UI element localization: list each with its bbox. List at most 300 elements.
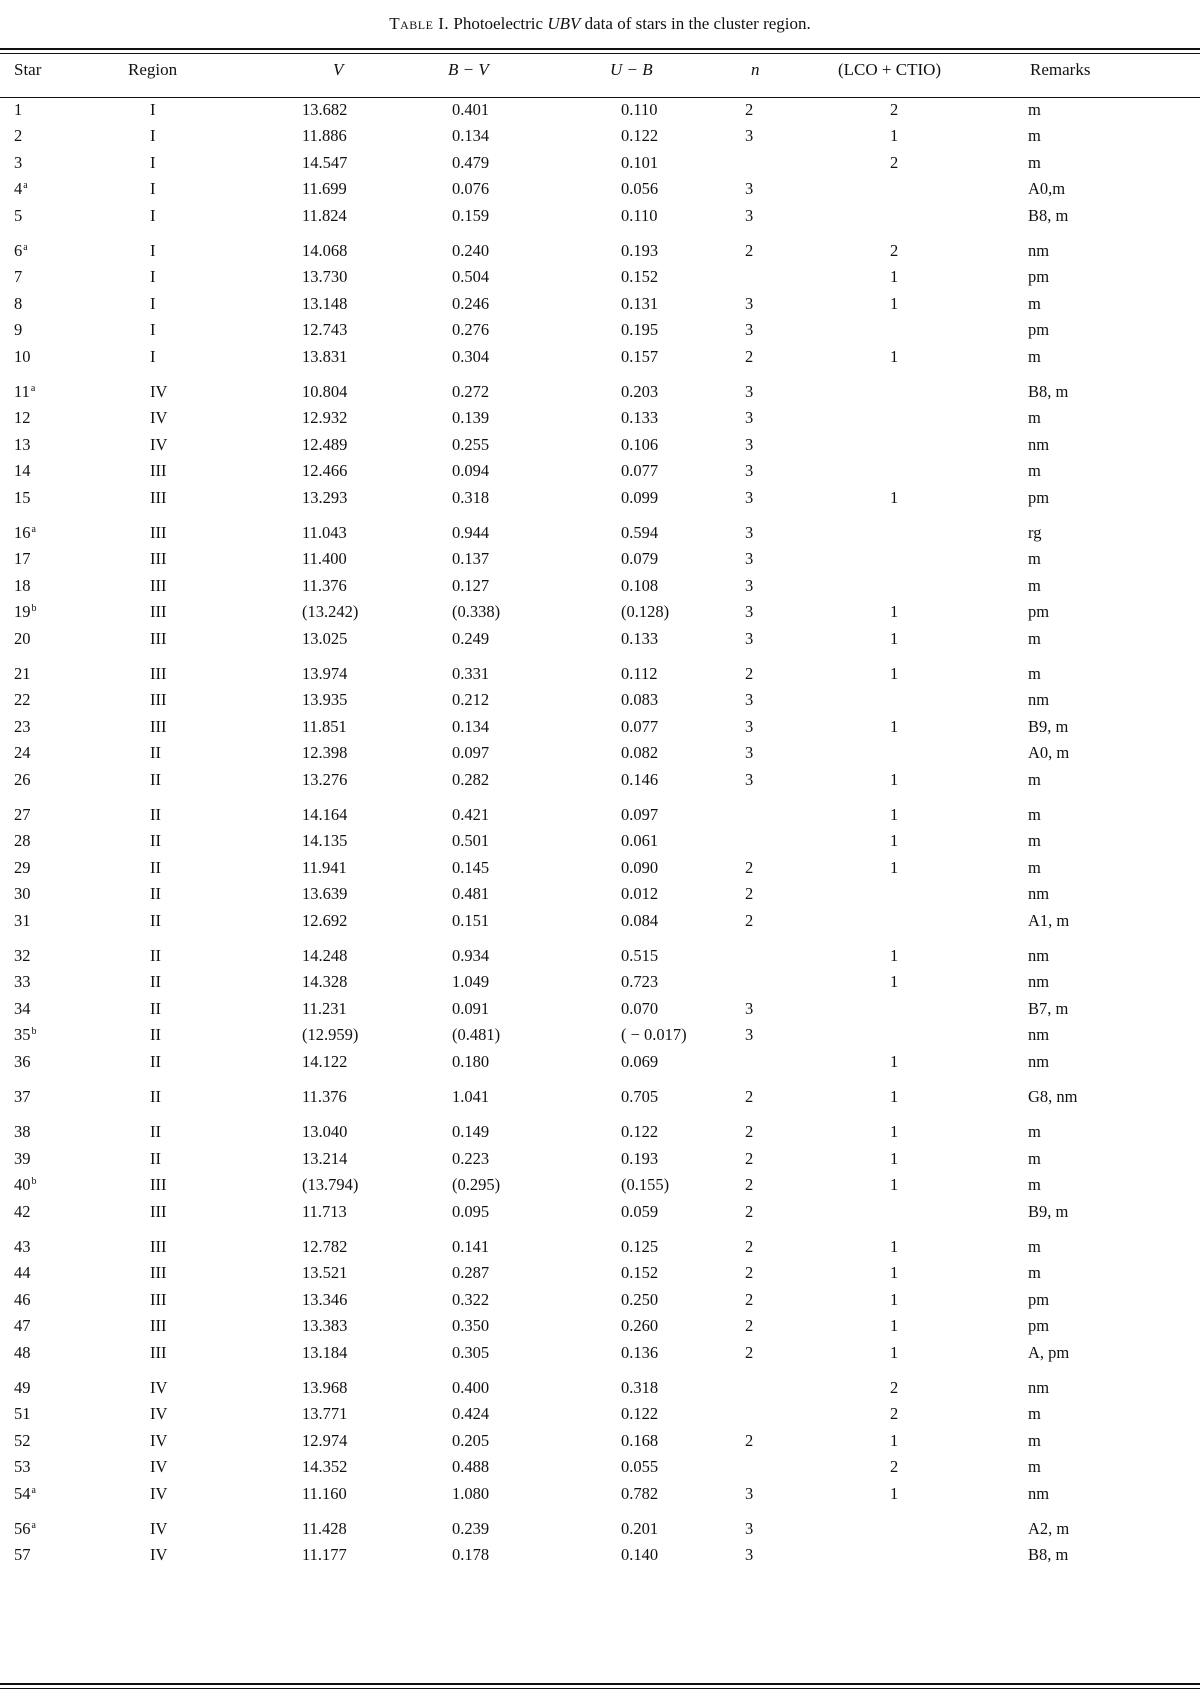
n-cell: 2 — [745, 1087, 754, 1106]
n-cell: 3 — [745, 434, 754, 454]
v-cell: 11.428 — [302, 1519, 347, 1538]
remarks-cell: B9, m — [1028, 716, 1069, 736]
table-caption — [0, 14, 1200, 34]
ub-cell: 0.122 — [621, 1122, 659, 1142]
table-row — [0, 100, 1200, 126]
remarks-cell: m — [1028, 857, 1041, 877]
remarks-cell: B8, m — [1028, 382, 1069, 401]
ub-cell: 0.077 — [621, 461, 659, 481]
remarks-cell: m — [1028, 408, 1041, 428]
star-cell: 57 — [14, 1545, 31, 1565]
v-cell: 12.398 — [302, 743, 348, 763]
remarks-cell: A, pm — [1028, 1342, 1070, 1362]
n-cell: 2 — [745, 1237, 754, 1256]
v-cell: 13.974 — [302, 664, 348, 683]
ub-cell: 0.136 — [621, 1342, 659, 1362]
bv-cell: 0.095 — [452, 1201, 490, 1221]
lco-ctio-cell: 2 — [890, 152, 899, 172]
bv-cell: 1.080 — [452, 1483, 490, 1503]
footnote-mark: a — [23, 242, 28, 253]
ub-cell: 0.084 — [621, 910, 659, 930]
ub-cell: 0.133 — [621, 628, 659, 648]
remarks-cell: pm — [1028, 267, 1050, 287]
n-cell: 2 — [745, 1148, 754, 1168]
bv-cell: 0.400 — [452, 1378, 490, 1397]
table-row — [0, 294, 1200, 320]
remarks-cell: A0, m — [1028, 743, 1070, 763]
region-cell: I — [150, 346, 156, 366]
table-label: Table I. — [389, 14, 450, 33]
table-row — [0, 206, 1200, 232]
table-row — [0, 717, 1200, 743]
bv-cell: 0.318 — [452, 487, 490, 507]
lco-ctio-cell: 1 — [890, 857, 899, 877]
region-cell: IV — [150, 382, 168, 401]
footnote-mark: b — [31, 603, 37, 615]
bv-cell: 0.180 — [452, 1051, 490, 1071]
footnote-mark: a — [31, 524, 36, 535]
table-row — [0, 549, 1200, 575]
star-cell: 34 — [14, 998, 31, 1018]
lco-ctio-cell: 1 — [890, 1175, 899, 1195]
v-cell: 12.489 — [302, 434, 348, 454]
ub-cell: 0.012 — [621, 884, 659, 904]
n-cell: 3 — [745, 126, 754, 146]
bv-cell: 0.276 — [452, 320, 490, 340]
v-cell: 14.164 — [302, 805, 348, 824]
bv-cell: 0.127 — [452, 575, 490, 595]
v-cell: 13.771 — [302, 1404, 348, 1424]
ub-cell: 0.069 — [621, 1051, 659, 1071]
star-cell: 23 — [14, 716, 31, 736]
ub-cell: 0.133 — [621, 408, 659, 428]
star-cell: 51 — [14, 1404, 31, 1424]
bv-cell: 0.178 — [452, 1545, 490, 1565]
table-row — [0, 1087, 1200, 1113]
v-cell: 10.804 — [302, 382, 348, 401]
star-cell: 6$^a$ — [14, 241, 28, 260]
n-cell: 3 — [745, 205, 754, 225]
v-cell: 11.400 — [302, 549, 347, 569]
table-row — [0, 1343, 1200, 1369]
v-cell: 13.682 — [302, 100, 348, 119]
table-row — [0, 743, 1200, 769]
remarks-cell: nm — [1028, 1051, 1050, 1071]
bv-cell: 0.287 — [452, 1263, 490, 1283]
remarks-cell: m — [1028, 575, 1041, 595]
star-cell: 43 — [14, 1237, 31, 1256]
remarks-cell: m — [1028, 1122, 1041, 1142]
region-cell: I — [150, 152, 156, 172]
star-cell: 10 — [14, 346, 31, 366]
bottom-rule-thin — [0, 1688, 1200, 1689]
n-cell: 2 — [745, 1430, 754, 1450]
v-cell: 13.293 — [302, 487, 348, 507]
remarks-cell: nm — [1028, 946, 1050, 965]
remarks-cell: nm — [1028, 241, 1050, 260]
v-cell: 11.043 — [302, 523, 347, 542]
table-row — [0, 946, 1200, 972]
lco-ctio-cell: 1 — [890, 1430, 899, 1450]
v-cell: 13.831 — [302, 346, 348, 366]
v-cell: 12.466 — [302, 461, 348, 481]
remarks-cell: pm — [1028, 602, 1050, 622]
ub-cell: 0.193 — [621, 241, 659, 260]
n-cell: 2 — [745, 346, 754, 366]
ub-cell: 0.195 — [621, 320, 659, 340]
star-cell: 39 — [14, 1148, 31, 1168]
v-cell: 11.824 — [302, 205, 347, 225]
remarks-cell: m — [1028, 461, 1041, 481]
table-row — [0, 602, 1200, 628]
star-cell: 32 — [14, 946, 31, 965]
bv-cell: 0.151 — [452, 910, 490, 930]
lco-ctio-cell: 1 — [890, 1289, 899, 1309]
ub-cell: 0.168 — [621, 1430, 659, 1450]
star-cell: 31 — [14, 910, 31, 930]
star-cell: 46 — [14, 1289, 31, 1309]
table-row — [0, 1052, 1200, 1078]
lco-ctio-cell: 1 — [890, 1342, 899, 1362]
remarks-cell: m — [1028, 346, 1041, 366]
n-cell: 3 — [745, 549, 754, 569]
v-cell: 14.248 — [302, 946, 348, 965]
star-cell: 2 — [14, 126, 23, 146]
table-row — [0, 911, 1200, 937]
remarks-cell: nm — [1028, 434, 1050, 454]
v-cell: 11.231 — [302, 998, 347, 1018]
n-cell: 3 — [745, 320, 754, 340]
table-row — [0, 664, 1200, 690]
n-cell: 3 — [745, 487, 754, 507]
v-cell: 13.968 — [302, 1378, 348, 1397]
table-row — [0, 1378, 1200, 1404]
v-cell: 12.974 — [302, 1430, 348, 1450]
n-cell: 2 — [745, 1122, 754, 1142]
caption-ubv: UBV — [547, 14, 581, 33]
star-cell: 56$^a$ — [14, 1519, 36, 1538]
ub-cell: 0.203 — [621, 382, 659, 401]
ub-cell: 0.146 — [621, 769, 659, 789]
v-cell: 13.184 — [302, 1342, 348, 1362]
region-cell: II — [150, 1025, 161, 1045]
star-cell: 1 — [14, 100, 23, 119]
remarks-cell: pm — [1028, 320, 1050, 340]
v-cell: 13.025 — [302, 628, 348, 648]
n-cell: 2 — [745, 1289, 754, 1309]
footnote-mark: b — [31, 1026, 37, 1038]
bv-cell: 0.097 — [452, 743, 490, 763]
n-cell: 3 — [745, 769, 754, 789]
star-cell: 22 — [14, 690, 31, 710]
region-cell: III — [150, 549, 167, 569]
v-cell: 13.148 — [302, 293, 348, 313]
remarks-cell: A0,m — [1028, 179, 1066, 199]
ub-cell: 0.318 — [621, 1378, 659, 1397]
star-cell: 40$^b$ — [14, 1175, 37, 1195]
bv-cell: (0.338) — [452, 602, 501, 622]
star-cell: 16$^a$ — [14, 523, 36, 542]
v-cell: 14.122 — [302, 1051, 348, 1071]
table-row — [0, 690, 1200, 716]
ub-cell: 0.157 — [621, 346, 659, 366]
lco-ctio-cell: 1 — [890, 805, 899, 824]
region-cell: I — [150, 267, 156, 287]
table-row — [0, 999, 1200, 1025]
region-cell: III — [150, 1201, 167, 1221]
star-cell: 8 — [14, 293, 23, 313]
remarks-cell: B9, m — [1028, 1201, 1069, 1221]
table-row — [0, 1519, 1200, 1545]
table-row — [0, 805, 1200, 831]
remarks-cell: A2, m — [1028, 1519, 1070, 1538]
v-cell: 11.941 — [302, 857, 347, 877]
n-cell: 2 — [745, 1201, 754, 1221]
lco-ctio-cell: 2 — [890, 1378, 899, 1397]
n-cell: 3 — [745, 743, 754, 763]
caption-text-after: data of stars in the cluster region. — [584, 14, 811, 33]
ub-cell: 0.122 — [621, 1404, 659, 1424]
lco-ctio-cell: 1 — [890, 664, 899, 683]
table-row — [0, 972, 1200, 998]
remarks-cell: pm — [1028, 1316, 1050, 1336]
bottom-rule-thick — [0, 1683, 1200, 1685]
star-cell: 38 — [14, 1122, 31, 1142]
header-star: Star — [14, 60, 42, 79]
table-row — [0, 884, 1200, 910]
region-cell: III — [150, 690, 167, 710]
bv-cell: 0.488 — [452, 1457, 490, 1477]
ub-cell: 0.723 — [621, 972, 659, 992]
bv-cell: 0.223 — [452, 1148, 490, 1168]
ub-cell: 0.061 — [621, 831, 659, 851]
v-cell: 13.214 — [302, 1148, 348, 1168]
table-row — [0, 629, 1200, 655]
remarks-cell: m — [1028, 100, 1041, 119]
region-cell: I — [150, 241, 156, 260]
remarks-cell: nm — [1028, 690, 1050, 710]
star-cell: 29 — [14, 857, 31, 877]
n-cell: 3 — [745, 408, 754, 428]
bv-cell: 0.305 — [452, 1342, 490, 1362]
ub-cell: 0.140 — [621, 1545, 659, 1565]
region-cell: II — [150, 1122, 161, 1142]
n-cell: 3 — [745, 690, 754, 710]
bv-cell: 0.934 — [452, 946, 490, 965]
v-cell: 12.782 — [302, 1237, 348, 1256]
ub-cell: 0.082 — [621, 743, 659, 763]
lco-ctio-cell: 1 — [890, 293, 899, 313]
header-v: V — [333, 60, 344, 79]
region-cell: II — [150, 805, 161, 824]
bv-cell: 1.049 — [452, 972, 490, 992]
v-cell: 13.730 — [302, 267, 348, 287]
ub-cell: (0.128) — [621, 602, 670, 622]
star-cell: 47 — [14, 1316, 31, 1336]
table-row — [0, 153, 1200, 179]
top-rule-thick — [0, 48, 1200, 50]
v-cell: 13.346 — [302, 1289, 348, 1309]
n-cell: 2 — [745, 884, 754, 904]
header-bv: B − V — [448, 60, 489, 79]
ub-cell: 0.594 — [621, 523, 659, 542]
bv-cell: 0.076 — [452, 179, 490, 199]
n-cell: 3 — [745, 1519, 754, 1538]
ub-cell: 0.083 — [621, 690, 659, 710]
table-row — [0, 770, 1200, 796]
top-rule-thin — [0, 53, 1200, 54]
n-cell: 3 — [745, 716, 754, 736]
n-cell: 3 — [745, 998, 754, 1018]
ub-cell: (0.155) — [621, 1175, 670, 1195]
lco-ctio-cell: 2 — [890, 1457, 899, 1477]
table-header — [0, 60, 1200, 90]
lco-ctio-cell: 1 — [890, 1263, 899, 1283]
region-cell: III — [150, 523, 167, 542]
n-cell: 2 — [745, 1342, 754, 1362]
ub-cell: 0.106 — [621, 434, 659, 454]
ub-cell: 0.056 — [621, 179, 659, 199]
remarks-cell: m — [1028, 152, 1041, 172]
region-cell: II — [150, 910, 161, 930]
table-row — [0, 523, 1200, 549]
table-row — [0, 1484, 1200, 1510]
region-cell: III — [150, 1342, 167, 1362]
table-row — [0, 1122, 1200, 1148]
lco-ctio-cell: 2 — [890, 100, 899, 119]
table-row — [0, 1290, 1200, 1316]
v-cell: 13.383 — [302, 1316, 348, 1336]
table-row — [0, 1316, 1200, 1342]
region-cell: II — [150, 831, 161, 851]
remarks-cell: m — [1028, 831, 1041, 851]
region-cell: IV — [150, 434, 168, 454]
remarks-cell: rg — [1028, 523, 1042, 542]
ub-cell: 0.059 — [621, 1201, 659, 1221]
lco-ctio-cell: 1 — [890, 1483, 899, 1503]
lco-ctio-cell: 1 — [890, 628, 899, 648]
table-row — [0, 1457, 1200, 1483]
remarks-cell: A1, m — [1028, 910, 1070, 930]
ub-cell: 0.090 — [621, 857, 659, 877]
v-cell: 14.328 — [302, 972, 348, 992]
ub-cell: 0.515 — [621, 946, 659, 965]
remarks-cell: m — [1028, 1148, 1041, 1168]
n-cell: 2 — [745, 100, 754, 119]
bv-cell: 0.141 — [452, 1237, 490, 1256]
n-cell: 2 — [745, 664, 754, 683]
lco-ctio-cell: 1 — [890, 1122, 899, 1142]
ub-cell: 0.705 — [621, 1087, 659, 1106]
bv-cell: (0.295) — [452, 1175, 501, 1195]
remarks-cell: B7, m — [1028, 998, 1069, 1018]
table-row — [0, 1149, 1200, 1175]
v-cell: 11.713 — [302, 1201, 347, 1221]
bv-cell: 0.145 — [452, 857, 490, 877]
lco-ctio-cell: 1 — [890, 126, 899, 146]
star-cell: 54$^a$ — [14, 1483, 36, 1503]
region-cell: I — [150, 126, 156, 146]
bv-cell: 0.424 — [452, 1404, 490, 1424]
ub-cell: 0.055 — [621, 1457, 659, 1477]
remarks-cell: m — [1028, 126, 1041, 146]
lco-ctio-cell: 1 — [890, 346, 899, 366]
ub-cell: 0.125 — [621, 1237, 659, 1256]
ub-cell: 0.070 — [621, 998, 659, 1018]
star-cell: 17 — [14, 549, 31, 569]
region-cell: I — [150, 293, 156, 313]
region-cell: II — [150, 1087, 161, 1106]
header-ub: U − B — [610, 60, 653, 79]
star-cell: 11$^a$ — [14, 382, 36, 401]
table-row — [0, 347, 1200, 373]
bv-cell: 0.091 — [452, 998, 490, 1018]
remarks-cell: m — [1028, 628, 1041, 648]
ub-cell: ( − 0.017) — [621, 1025, 687, 1045]
star-cell: 27 — [14, 805, 31, 824]
footnote-mark: b — [31, 1176, 37, 1188]
ub-cell: 0.110 — [621, 205, 658, 225]
bv-cell: 1.041 — [452, 1087, 490, 1106]
bv-cell: 0.944 — [452, 523, 490, 542]
n-cell: 2 — [745, 1316, 754, 1336]
region-cell: IV — [150, 1519, 168, 1538]
v-cell: 13.935 — [302, 690, 348, 710]
star-cell: 14 — [14, 461, 31, 481]
n-cell: 2 — [745, 1175, 754, 1195]
star-cell: 36 — [14, 1051, 31, 1071]
remarks-cell: pm — [1028, 487, 1050, 507]
table-row — [0, 461, 1200, 487]
region-cell: I — [150, 320, 156, 340]
remarks-cell: nm — [1028, 1483, 1050, 1503]
table-row — [0, 488, 1200, 514]
bv-cell: (0.481) — [452, 1025, 501, 1045]
lco-ctio-cell: 1 — [890, 267, 899, 287]
bv-cell: 0.272 — [452, 382, 490, 401]
table-row — [0, 382, 1200, 408]
region-cell: III — [150, 716, 167, 736]
lco-ctio-cell: 1 — [890, 1237, 899, 1256]
lco-ctio-cell: 1 — [890, 972, 899, 992]
n-cell: 3 — [745, 1545, 754, 1565]
bv-cell: 0.504 — [452, 267, 490, 287]
remarks-cell: m — [1028, 1404, 1041, 1424]
region-cell: IV — [150, 1404, 168, 1424]
lco-ctio-cell: 1 — [890, 946, 899, 965]
ub-cell: 0.112 — [621, 664, 658, 683]
remarks-cell: m — [1028, 664, 1041, 683]
star-cell: 48 — [14, 1342, 31, 1362]
star-cell: 4$^a$ — [14, 179, 28, 199]
lco-ctio-cell: 1 — [890, 831, 899, 851]
bv-cell: 0.239 — [452, 1519, 490, 1538]
ub-cell: 0.108 — [621, 575, 659, 595]
bv-cell: 0.401 — [452, 100, 490, 119]
table-row — [0, 241, 1200, 267]
n-cell: 3 — [745, 293, 754, 313]
table-row — [0, 267, 1200, 293]
bv-cell: 0.137 — [452, 549, 490, 569]
region-cell: I — [150, 179, 156, 199]
star-cell: 7 — [14, 267, 23, 287]
bv-cell: 0.331 — [452, 664, 490, 683]
star-cell: 44 — [14, 1263, 31, 1283]
v-cell: (13.794) — [302, 1175, 359, 1195]
region-cell: I — [150, 205, 156, 225]
region-cell: IV — [150, 1483, 168, 1503]
lco-ctio-cell: 1 — [890, 602, 899, 622]
